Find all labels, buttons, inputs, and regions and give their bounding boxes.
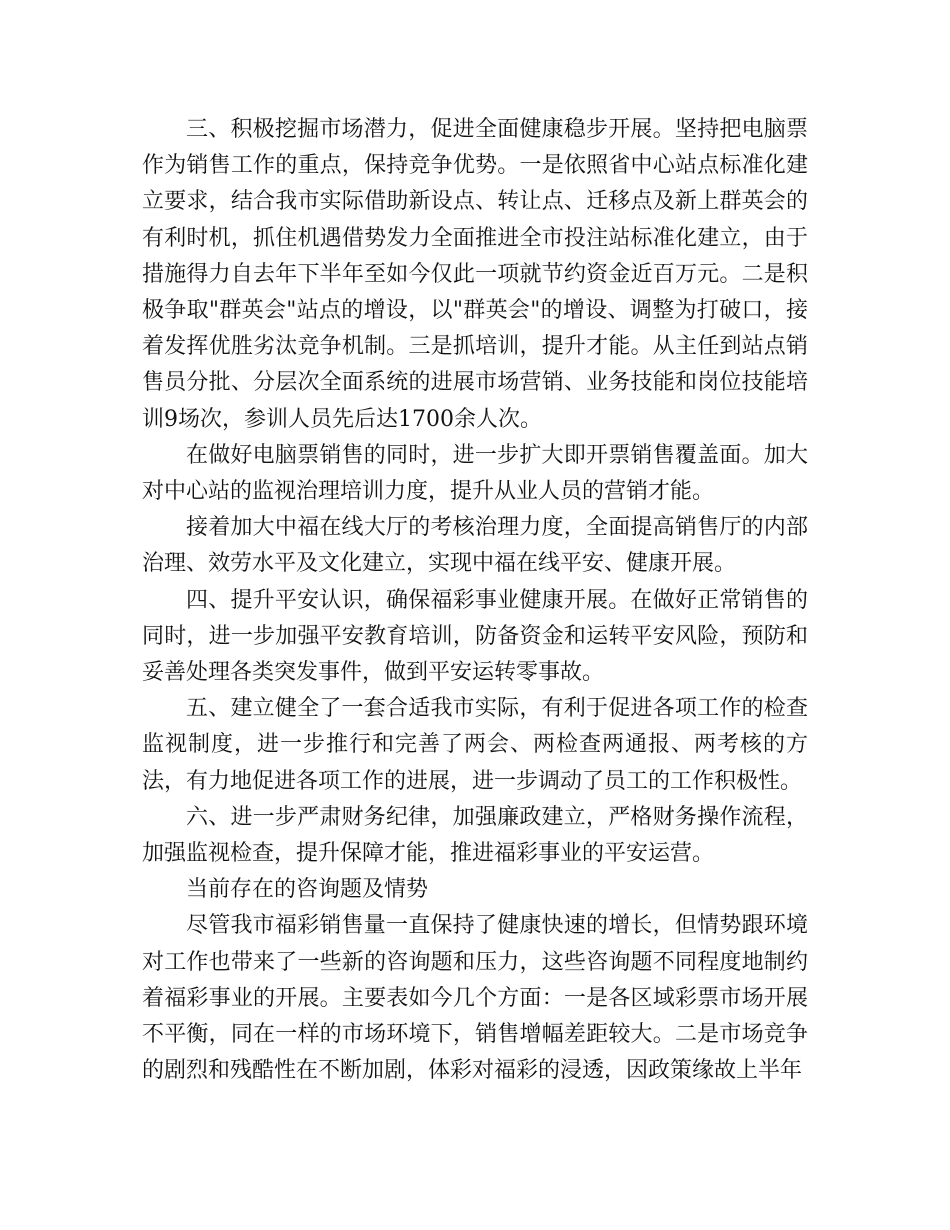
paragraph-safety: 四、提升平安认识，确保福彩事业健康开展。在做好正常销售的同时，进一步加强平安教育培训，防备资金和运转平安风险，预防和妥善处理各类突发事件，做到平安运转零事故。	[142, 587, 808, 686]
document-body	[142, 112, 808, 1089]
paragraph-supervision-system: 五、建立健全了一套合适我市实际，有利于促进各项工作的检查监视制度，进一步推行和完善了两会、两检查两通报、两考核的方法，有力地促进各项工作的进展，进一步调动了员工的工作积极性。	[142, 696, 808, 794]
paragraph-current-issues: 尽管我市福彩销售量一直保持了健康快速的增长，但情势跟环境对工作也带来了一些新的咨询题和压力，这些咨询题不同程度地制约着福彩事业的开展。主要表如今几个方面：一是各区域彩票市场开展不平衡，同在一样的市场环境下，销售增幅差距较大。二是市场竞争的剧烈和残酷性在不断加剧，体彩对福彩的浸透，因政策缘故上半年	[142, 913, 808, 1084]
section-heading-current-issues: 当前存在的咨询题及情势	[186, 877, 429, 903]
paragraph-online-hall: 接着加大中福在线大厅的考核治理力度，全面提高销售厅的内部治理、效劳水平及文化建立，实现中福在线平安、健康开展。	[142, 515, 808, 577]
paragraph-finance-discipline: 六、进一步严肃财务纪律，加强廉政建立，严格财务操作流程，加强监视检查，提升保障才能，推进福彩事业的平安运营。	[142, 804, 808, 867]
paragraph-instant-tickets: 在做好电脑票销售的同时，进一步扩大即开票销售覆盖面。加大对中心站的监视治理培训力度，提升从业人员的营销才能。	[142, 442, 808, 505]
paragraph-market-potential: 三、积极挖掘市场潜力，促进全面健康稳步开展。坚持把电脑票作为销售工作的重点，保持竞争优势。一是依照省中心站点标准化建立要求，结合我市实际借助新设点、转让点、迁移点及新上群英会的有利时机，抓住机遇借势发力全面推进全市投注站标准化建立，由于措施得力自去年下半年至如今仅此一项就节约资金近百万元。二是积极争取"群英会"站点的增设，以"群英会"的增设、调整为打破口，接着发挥优胜劣汰竞争机制。三是抓培训，提升才能。从主任到站点销售员分批、分层次全面系统的进展市场营销、业务技能和岗位技能培训9场次，参训人员先后达1700余人次。	[142, 117, 808, 432]
